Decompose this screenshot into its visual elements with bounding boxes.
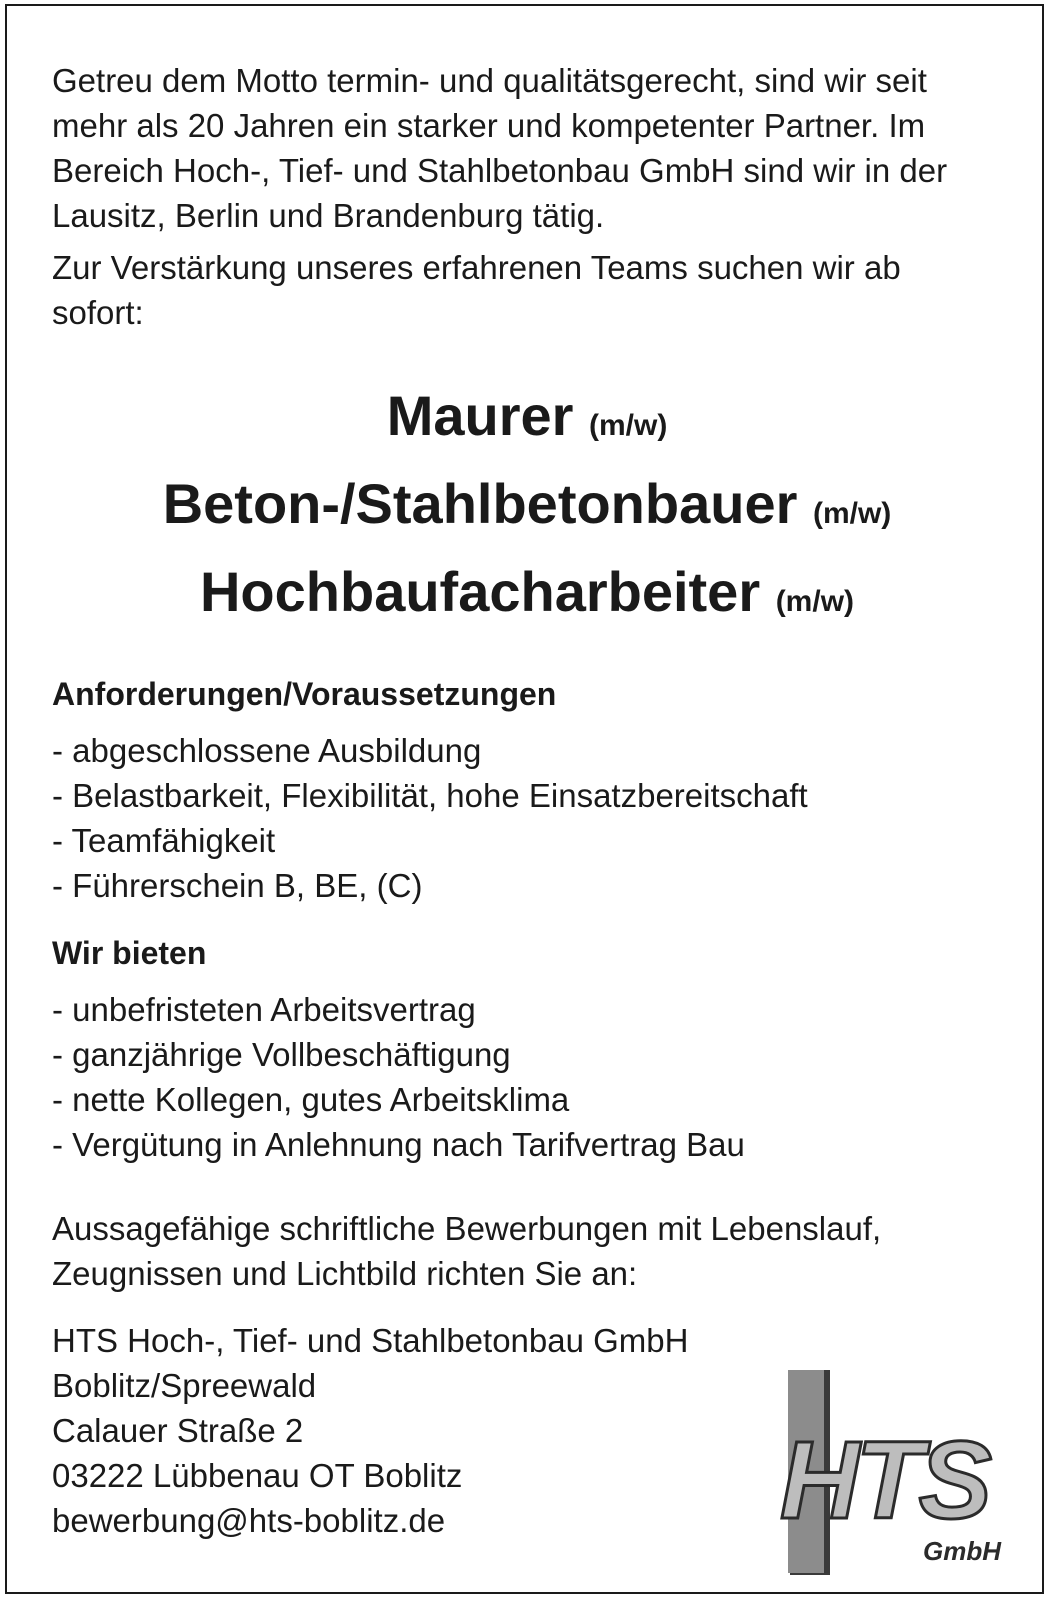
logo-subtext: GmbH	[923, 1536, 1001, 1566]
list-item: - ganzjährige Vollbeschäftigung	[52, 1036, 511, 1073]
requirements-heading: Anforderungen/Voraussetzungen	[52, 676, 557, 712]
job-title: Hochbaufacharbeiter	[199, 560, 761, 623]
job-title-hochbaufacharbeiter	[52, 553, 1002, 641]
offer-list	[52, 987, 1002, 1167]
job-ad	[52, 58, 1002, 1543]
list-item: - abgeschlossene Ausbildung	[52, 732, 482, 769]
list-item: - unbefristeten Arbeitsvertrag	[52, 991, 476, 1028]
list-item: - nette Kollegen, gutes Arbeitsklima	[52, 1081, 570, 1118]
gender-note: (m/w)	[812, 497, 892, 530]
list-item: - Belastbarkeit, Flexibilität, hohe Einsatzbereitschaft	[52, 777, 808, 814]
gender-note: (m/w)	[775, 585, 855, 618]
intro-search-paragraph: Zur Verstärkung unseres erfahrenen Teams suchen wir ab sofort:	[52, 249, 901, 331]
company-name: HTS Hoch-, Tief- und Stahlbetonbau GmbH	[52, 1322, 689, 1359]
list-item: - Führerschein B, BE, (C)	[52, 867, 423, 904]
offer-heading: Wir bieten	[52, 935, 207, 971]
gender-note: (m/w)	[588, 409, 668, 442]
list-item: - Vergütung in Anlehnung nach Tarifvertrag Bau	[52, 1126, 745, 1163]
job-title-maurer	[52, 377, 1002, 465]
job-title-betonbauer	[52, 465, 1002, 553]
list-item: - Teamfähigkeit	[52, 822, 276, 859]
email-address[interactable]: bewerbung@hts-boblitz.de	[52, 1502, 446, 1539]
street-address: Calauer Straße 2	[52, 1412, 304, 1449]
hts-logo	[778, 1370, 1008, 1575]
logo-text: HTS	[780, 1419, 988, 1542]
requirements-list	[52, 728, 1002, 908]
job-title: Beton-/Stahlbetonbauer	[162, 472, 798, 535]
application-instructions: Aussagefähige schriftliche Bewerbungen mit Lebenslauf, Zeugnissen und Lichtbild richten Sie an:	[52, 1210, 882, 1292]
job-titles	[52, 377, 1002, 641]
company-location: Boblitz/Spreewald	[52, 1367, 317, 1404]
job-title: Maurer	[386, 384, 574, 447]
intro-paragraph: Getreu dem Motto termin- und qualitätsgerecht, sind wir seit mehr als 20 Jahren ein starker und kompetenter Partner. Im Bereich Hoch-, Tief- und Stahlbetonbau GmbH sind wir in der Lausitz, Berlin und Brandenburg tätig.	[52, 62, 948, 234]
postal-city: 03222 Lübbenau OT Boblitz	[52, 1457, 463, 1494]
